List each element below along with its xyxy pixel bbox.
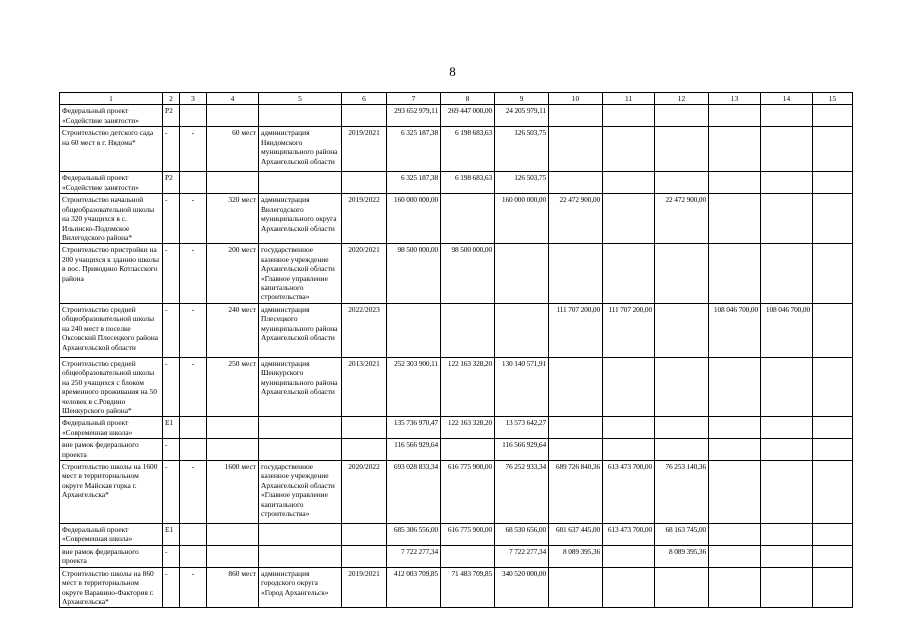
capacity-cell bbox=[207, 105, 259, 127]
customer-org bbox=[259, 172, 342, 194]
object-name: Строительство детского сада на 60 мест в г. Нядома* bbox=[60, 127, 163, 172]
amount-col-14 bbox=[761, 523, 813, 545]
capacity-cell bbox=[207, 417, 259, 439]
amount-col-9: 130 140 571,91 bbox=[495, 357, 549, 416]
project-code: E1 bbox=[163, 523, 180, 545]
amount-col-13 bbox=[709, 460, 761, 523]
object-name: Федеральный проект «Содействие занятости» bbox=[60, 172, 163, 194]
customer-org: государственное казенное учреждение Архангельской области «Главное управление капитального строительства» bbox=[259, 244, 342, 303]
table-row bbox=[60, 439, 853, 461]
amount-col-9: 340 520 000,00 bbox=[495, 567, 549, 608]
amount-col-7: 6 325 187,38 bbox=[387, 172, 441, 194]
amount-col-13 bbox=[709, 545, 761, 567]
customer-org bbox=[259, 523, 342, 545]
amount-col-14 bbox=[761, 545, 813, 567]
amount-col-12 bbox=[655, 303, 709, 357]
column-3-cell: - bbox=[180, 127, 207, 172]
column-header: 12 bbox=[655, 93, 709, 105]
amount-col-7: 412 003 709,85 bbox=[387, 567, 441, 608]
page-number: 8 bbox=[449, 64, 456, 79]
column-3-cell: - bbox=[180, 194, 207, 244]
construction-period: 2020/2022 bbox=[342, 460, 387, 523]
amount-col-15 bbox=[813, 172, 853, 194]
construction-period bbox=[342, 172, 387, 194]
project-code: - bbox=[163, 357, 180, 416]
project-code: - bbox=[163, 460, 180, 523]
column-3-cell bbox=[180, 523, 207, 545]
amount-col-15 bbox=[813, 105, 853, 127]
amount-col-11: 111 707 200,00 bbox=[603, 303, 655, 357]
amount-col-9: 13 573 642,27 bbox=[495, 417, 549, 439]
amount-col-9: 24 205 979,11 bbox=[495, 105, 549, 127]
customer-org bbox=[259, 545, 342, 567]
column-3-cell: - bbox=[180, 244, 207, 303]
table-row bbox=[60, 105, 853, 127]
object-name: Строительство средней общеобразовательной школы на 250 учащихся с блоком временного проживания на 50 человек в с.Ровдино Шенкурского района* bbox=[60, 357, 163, 416]
amount-col-15 bbox=[813, 439, 853, 461]
amount-col-8 bbox=[441, 439, 495, 461]
table-row bbox=[60, 194, 853, 244]
object-name: Строительство школы на 860 мест в территориальном округе Варавино-Фактория г. Архангельска* bbox=[60, 567, 163, 608]
object-name: вне рамок федерального проекта bbox=[60, 439, 163, 461]
construction-period: 2022/2023 bbox=[342, 303, 387, 357]
table-row bbox=[60, 303, 853, 357]
capacity-cell: 860 мест bbox=[207, 567, 259, 608]
amount-col-15 bbox=[813, 545, 853, 567]
amount-col-10: 22 472 900,00 bbox=[549, 194, 603, 244]
column-header: 9 bbox=[495, 93, 549, 105]
project-code: - bbox=[163, 127, 180, 172]
amount-col-15 bbox=[813, 460, 853, 523]
amount-col-12 bbox=[655, 417, 709, 439]
amount-col-7: 693 028 833,34 bbox=[387, 460, 441, 523]
amount-col-10 bbox=[549, 127, 603, 172]
amount-col-15 bbox=[813, 244, 853, 303]
amount-col-12: 22 472 900,00 bbox=[655, 194, 709, 244]
amount-col-11 bbox=[603, 244, 655, 303]
amount-col-13 bbox=[709, 244, 761, 303]
amount-col-7: 98 500 000,00 bbox=[387, 244, 441, 303]
amount-col-8: 616 775 900,00 bbox=[441, 523, 495, 545]
amount-col-12 bbox=[655, 105, 709, 127]
amount-col-12 bbox=[655, 172, 709, 194]
capacity-cell: 1600 мест bbox=[207, 460, 259, 523]
construction-period bbox=[342, 523, 387, 545]
project-code: E1 bbox=[163, 417, 180, 439]
column-3-cell bbox=[180, 105, 207, 127]
amount-col-9: 116 566 929,64 bbox=[495, 439, 549, 461]
amount-col-7: 6 325 187,38 bbox=[387, 127, 441, 172]
capacity-cell: 200 мест bbox=[207, 244, 259, 303]
customer-org: государственное казенное учреждение Архангельской области «Главное управление капитального строительства» bbox=[259, 460, 342, 523]
amount-col-7: 116 566 929,64 bbox=[387, 439, 441, 461]
amount-col-10: 111 707 200,00 bbox=[549, 303, 603, 357]
capacity-cell bbox=[207, 172, 259, 194]
amount-col-15 bbox=[813, 567, 853, 608]
amount-col-7: 160 000 000,00 bbox=[387, 194, 441, 244]
column-header: 7 bbox=[387, 93, 441, 105]
table-row bbox=[60, 417, 853, 439]
column-header: 1 bbox=[60, 93, 163, 105]
project-code: - bbox=[163, 545, 180, 567]
amount-col-7: 7 722 277,34 bbox=[387, 545, 441, 567]
amount-col-8: 6 198 683,63 bbox=[441, 127, 495, 172]
construction-period bbox=[342, 105, 387, 127]
column-number-row bbox=[60, 93, 853, 105]
investment-table bbox=[59, 92, 853, 608]
column-header: 3 bbox=[180, 93, 207, 105]
amount-col-12 bbox=[655, 244, 709, 303]
amount-col-8: 616 775 900,00 bbox=[441, 460, 495, 523]
table-row bbox=[60, 127, 853, 172]
amount-col-9: 126 503,75 bbox=[495, 127, 549, 172]
amount-col-7: 252 303 900,11 bbox=[387, 357, 441, 416]
object-name: Федеральный проект «Современная школа» bbox=[60, 523, 163, 545]
amount-col-15 bbox=[813, 303, 853, 357]
project-code: P2 bbox=[163, 105, 180, 127]
project-code: P2 bbox=[163, 172, 180, 194]
table-row bbox=[60, 357, 853, 416]
column-header: 11 bbox=[603, 93, 655, 105]
amount-col-10: 689 726 840,36 bbox=[549, 460, 603, 523]
amount-col-13 bbox=[709, 194, 761, 244]
column-header: 2 bbox=[163, 93, 180, 105]
column-header: 10 bbox=[549, 93, 603, 105]
amount-col-13 bbox=[709, 417, 761, 439]
amount-col-14 bbox=[761, 194, 813, 244]
amount-col-8: 71 483 709,85 bbox=[441, 567, 495, 608]
object-name: Строительство пристройки на 200 учащихся к зданию школы в пос. Приводино Котласского района bbox=[60, 244, 163, 303]
amount-col-14 bbox=[761, 172, 813, 194]
amount-col-7: 685 306 556,00 bbox=[387, 523, 441, 545]
customer-org: администрация Няндомского муниципального района Архангельской области bbox=[259, 127, 342, 172]
capacity-cell: 240 мест bbox=[207, 303, 259, 357]
amount-col-11 bbox=[603, 357, 655, 416]
customer-org: администрация Плесецкого муниципального района Архангельской области bbox=[259, 303, 342, 357]
amount-col-15 bbox=[813, 357, 853, 416]
amount-col-12 bbox=[655, 357, 709, 416]
amount-col-13 bbox=[709, 172, 761, 194]
amount-col-8: 269 447 000,00 bbox=[441, 105, 495, 127]
column-3-cell: - bbox=[180, 303, 207, 357]
table-row bbox=[60, 172, 853, 194]
amount-col-14 bbox=[761, 357, 813, 416]
construction-period: 2019/2021 bbox=[342, 127, 387, 172]
amount-col-9: 160 000 000,00 bbox=[495, 194, 549, 244]
table-row bbox=[60, 545, 853, 567]
amount-col-10 bbox=[549, 357, 603, 416]
column-header: 4 bbox=[207, 93, 259, 105]
project-code: - bbox=[163, 244, 180, 303]
construction-period bbox=[342, 545, 387, 567]
column-3-cell bbox=[180, 545, 207, 567]
amount-col-14 bbox=[761, 417, 813, 439]
customer-org bbox=[259, 439, 342, 461]
amount-col-8 bbox=[441, 545, 495, 567]
table-row bbox=[60, 244, 853, 303]
column-header: 5 bbox=[259, 93, 342, 105]
customer-org bbox=[259, 105, 342, 127]
amount-col-14 bbox=[761, 244, 813, 303]
capacity-cell bbox=[207, 523, 259, 545]
amount-col-13 bbox=[709, 523, 761, 545]
amount-col-12: 8 089 395,36 bbox=[655, 545, 709, 567]
customer-org: администрация Вилегодского муниципального округа Архангельской области bbox=[259, 194, 342, 244]
amount-col-7: 293 652 979,11 bbox=[387, 105, 441, 127]
amount-col-11 bbox=[603, 439, 655, 461]
project-code: - bbox=[163, 194, 180, 244]
customer-org: администрация Шенкурского муниципального района Архангельской области bbox=[259, 357, 342, 416]
amount-col-13 bbox=[709, 127, 761, 172]
amount-col-10 bbox=[549, 417, 603, 439]
amount-col-10 bbox=[549, 244, 603, 303]
capacity-cell bbox=[207, 545, 259, 567]
amount-col-10 bbox=[549, 567, 603, 608]
amount-col-14 bbox=[761, 439, 813, 461]
amount-col-9: 7 722 277,34 bbox=[495, 545, 549, 567]
amount-col-12 bbox=[655, 127, 709, 172]
object-name: Строительство школы на 1600 мест в территориальном округе Майская горка г. Архангельска* bbox=[60, 460, 163, 523]
amount-col-13 bbox=[709, 439, 761, 461]
amount-col-12 bbox=[655, 439, 709, 461]
amount-col-14 bbox=[761, 567, 813, 608]
amount-col-14: 108 046 700,00 bbox=[761, 303, 813, 357]
capacity-cell bbox=[207, 439, 259, 461]
column-header: 8 bbox=[441, 93, 495, 105]
table-row bbox=[60, 567, 853, 608]
column-3-cell: - bbox=[180, 460, 207, 523]
amount-col-7 bbox=[387, 303, 441, 357]
amount-col-9 bbox=[495, 244, 549, 303]
column-3-cell: - bbox=[180, 567, 207, 608]
amount-col-8: 122 163 328,20 bbox=[441, 357, 495, 416]
amount-col-11 bbox=[603, 172, 655, 194]
construction-period bbox=[342, 417, 387, 439]
amount-col-10: 8 089 395,36 bbox=[549, 545, 603, 567]
amount-col-9: 68 530 656,00 bbox=[495, 523, 549, 545]
object-name: Строительство начальной общеобразовательной школы на 320 учащихся в с. Ильинско-Подомское Вилегодского района* bbox=[60, 194, 163, 244]
column-3-cell: - bbox=[180, 357, 207, 416]
construction-period bbox=[342, 439, 387, 461]
amount-col-14 bbox=[761, 460, 813, 523]
column-3-cell bbox=[180, 172, 207, 194]
capacity-cell: 250 мест bbox=[207, 357, 259, 416]
column-3-cell bbox=[180, 417, 207, 439]
amount-col-10 bbox=[549, 439, 603, 461]
table-row bbox=[60, 523, 853, 545]
construction-period: 2019/2021 bbox=[342, 567, 387, 608]
amount-col-14 bbox=[761, 127, 813, 172]
amount-col-12: 76 253 140,36 bbox=[655, 460, 709, 523]
object-name: Строительство средней общеобразовательной школы на 240 мест в поселке Оксовский Плесецкого района Архангельской области bbox=[60, 303, 163, 357]
amount-col-10 bbox=[549, 105, 603, 127]
column-header: 13 bbox=[709, 93, 761, 105]
column-header: 15 bbox=[813, 93, 853, 105]
column-header: 14 bbox=[761, 93, 813, 105]
amount-col-9: 126 503,75 bbox=[495, 172, 549, 194]
object-name: Федеральный проект «Содействие занятости» bbox=[60, 105, 163, 127]
amount-col-15 bbox=[813, 417, 853, 439]
amount-col-8: 122 163 328,20 bbox=[441, 417, 495, 439]
amount-col-8: 98 500 000,00 bbox=[441, 244, 495, 303]
amount-col-11 bbox=[603, 127, 655, 172]
project-code: - bbox=[163, 303, 180, 357]
amount-col-15 bbox=[813, 127, 853, 172]
amount-col-15 bbox=[813, 523, 853, 545]
project-code: - bbox=[163, 439, 180, 461]
construction-period: 2019/2022 bbox=[342, 194, 387, 244]
amount-col-13 bbox=[709, 567, 761, 608]
table-row bbox=[60, 460, 853, 523]
amount-col-7: 135 736 970,47 bbox=[387, 417, 441, 439]
amount-col-12: 68 163 745,00 bbox=[655, 523, 709, 545]
project-code: - bbox=[163, 567, 180, 608]
object-name: Федеральный проект «Современная школа» bbox=[60, 417, 163, 439]
construction-period: 2020/2021 bbox=[342, 244, 387, 303]
amount-col-11 bbox=[603, 545, 655, 567]
amount-col-14 bbox=[761, 105, 813, 127]
amount-col-11 bbox=[603, 194, 655, 244]
amount-col-11 bbox=[603, 105, 655, 127]
amount-col-12 bbox=[655, 567, 709, 608]
capacity-cell: 320 мест bbox=[207, 194, 259, 244]
amount-col-11 bbox=[603, 567, 655, 608]
amount-col-10: 681 637 445,00 bbox=[549, 523, 603, 545]
object-name: вне рамок федерального проекта bbox=[60, 545, 163, 567]
amount-col-8 bbox=[441, 303, 495, 357]
customer-org bbox=[259, 417, 342, 439]
amount-col-8: 6 198 683,63 bbox=[441, 172, 495, 194]
amount-col-8 bbox=[441, 194, 495, 244]
amount-col-13 bbox=[709, 105, 761, 127]
amount-col-9 bbox=[495, 303, 549, 357]
amount-col-9: 76 252 933,34 bbox=[495, 460, 549, 523]
amount-col-11: 613 473 700,00 bbox=[603, 523, 655, 545]
amount-col-11 bbox=[603, 417, 655, 439]
column-header: 6 bbox=[342, 93, 387, 105]
amount-col-11: 613 473 700,00 bbox=[603, 460, 655, 523]
amount-col-13 bbox=[709, 357, 761, 416]
column-3-cell bbox=[180, 439, 207, 461]
amount-col-13: 108 046 700,00 bbox=[709, 303, 761, 357]
amount-col-10 bbox=[549, 172, 603, 194]
amount-col-15 bbox=[813, 194, 853, 244]
customer-org: администрация городского округа «Город Архангельск» bbox=[259, 567, 342, 608]
capacity-cell: 60 мест bbox=[207, 127, 259, 172]
construction-period: 2013/2021 bbox=[342, 357, 387, 416]
